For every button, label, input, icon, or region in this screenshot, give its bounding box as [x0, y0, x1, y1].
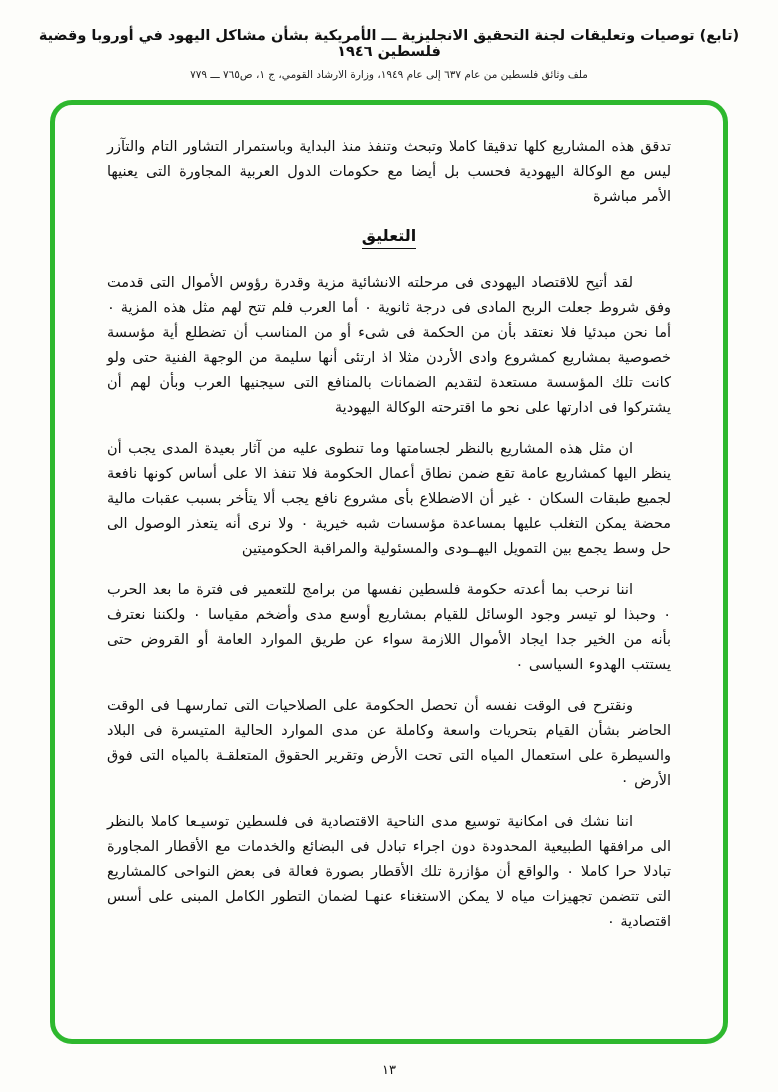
paragraph: ان مثل هذه المشاريع بالنظر لجسامتها وما تنطوى عليه من آثار بعيدة المدى يجب أن ينظر اليها كمشاريع عامة تقع ضمن نطاق أعمال الحكومة فلا تنفذ الا على أساس كونها نافعة لجميع طبقات السكان ٠ غير أن الاضطلاع بأى مشروع نافع يجب ألا يتأخر بسبب عقبات مالية محضة يمكن التغلب عليها بمساعدة مؤسسات شبه خيرية ٠ ولا نرى أنه يتعذر الوصول الى حل وسط يجمع بين التمويل اليهــودى والمسئولية والمراقبة الحكوميتين [107, 441, 671, 557]
paragraph: اننا نرحب بما أعدته حكومة فلسطين نفسها من برامج للتعمير فى فترة ما بعد الحرب ٠ وحبذا لو تيسر وجود الوسائل للقيام بمشاريع أوسع مدى وأضخم مقياسا ٠ ولكننا نعترف بأنه من الخير جدا ايجاد الأموال اللازمة سواء عن طريق الموارد العامة أو القروض حتى يستتب الهدوء السياسى ٠ [107, 582, 671, 673]
page-number: ١٣ [382, 1063, 396, 1078]
page-footer [0, 1059, 778, 1078]
section-heading-text: التعليق [362, 226, 417, 249]
paragraph: لقد أتيح للاقتصاد اليهودى فى مرحلته الانشائية مزية وقدرة رؤوس الأموال التى قدمت وفق شروط جعلت الربح المادى فى درجة ثانوية ٠ أما العرب فلم تتح لهم مثل هذه المزية ٠ أما نحن مبدئيا فلا نعتقد بأن من الحكمة فى شىء أو من المناسب أن تضطلع أية مؤسسة خصوصية بمشاريع كمشروع وادى الأردن مثلا اذ ارتئى أنها سليمة من الوجهة الفنية حتى ولو كانت تلك المؤسسة مستعدة لتقديم الضمانات بالمنافع التى سيجنيها العرب وبأن لهم أن يشتركوا فى ادارتها على نحو ما اقترحته الوكالة اليهودية [107, 275, 672, 416]
document-body [55, 105, 723, 1039]
green-border-frame [50, 100, 728, 1044]
paragraph: اننا نشك فى امكانية توسيع مدى الناحية الاقتصادية فى فلسطين توسيـعا كاملا بالنظر الى مرافقها الطبيعية المحدودة دون اجراء تبادل فى البضائع والخدمات مع الأقطار المجاورة تبادلا حرا كاملا ٠ والواقع أن مؤازرة تلك الأقطار بصورة فعالة فى بعض النواحى كالمشاريع التى تتضمن تجهيزات مياه لا يمكن الاستغناء عنهـا لضمان التطور الكامل المبنى على أسس اقتصادية ٠ [107, 814, 671, 930]
document-title: (تابع) توصيات وتعليقات لجنة التحقيق الانجليزية ـــ الأمريكية بشأن مشاكل اليهود في أوروبا وقضية فلسطين ١٩٤٦ [38, 28, 740, 60]
paragraph: ونقترح فى الوقت نفسه أن تحصل الحكومة على الصلاحيات التى تمارسهـا فى الوقت الحاضر بشأن القيام بتحريات واسعة وكاملة عن مدى الموارد الحالية المتيسرة فى البلاد والسيطرة على استعمال المياه التى تحت الأرض وتقرير الحقوق المتعلقـة بالمياه التى فوق الأرض ٠ [107, 698, 671, 789]
document-header [0, 0, 778, 81]
document-source-line: ملف وثائق فلسطين من عام ٦٣٧ إلى عام ١٩٤٩، وزارة الارشاد القومي، ج ١، ص٧٦٥ ـــ ٧٧٩ [190, 69, 588, 81]
paragraph-intro: تدقق هذه المشاريع كلها تدقيقا كاملا وتبحث وتنفذ منذ البداية وباستمرار التشاور التام والتآزر ليس مع الوكالة اليهودية فحسب بل أيضا مع حكومات الدول العربية المجاورة التى يعنيها الأمر مباشرة [107, 139, 671, 205]
section-heading [107, 226, 671, 249]
